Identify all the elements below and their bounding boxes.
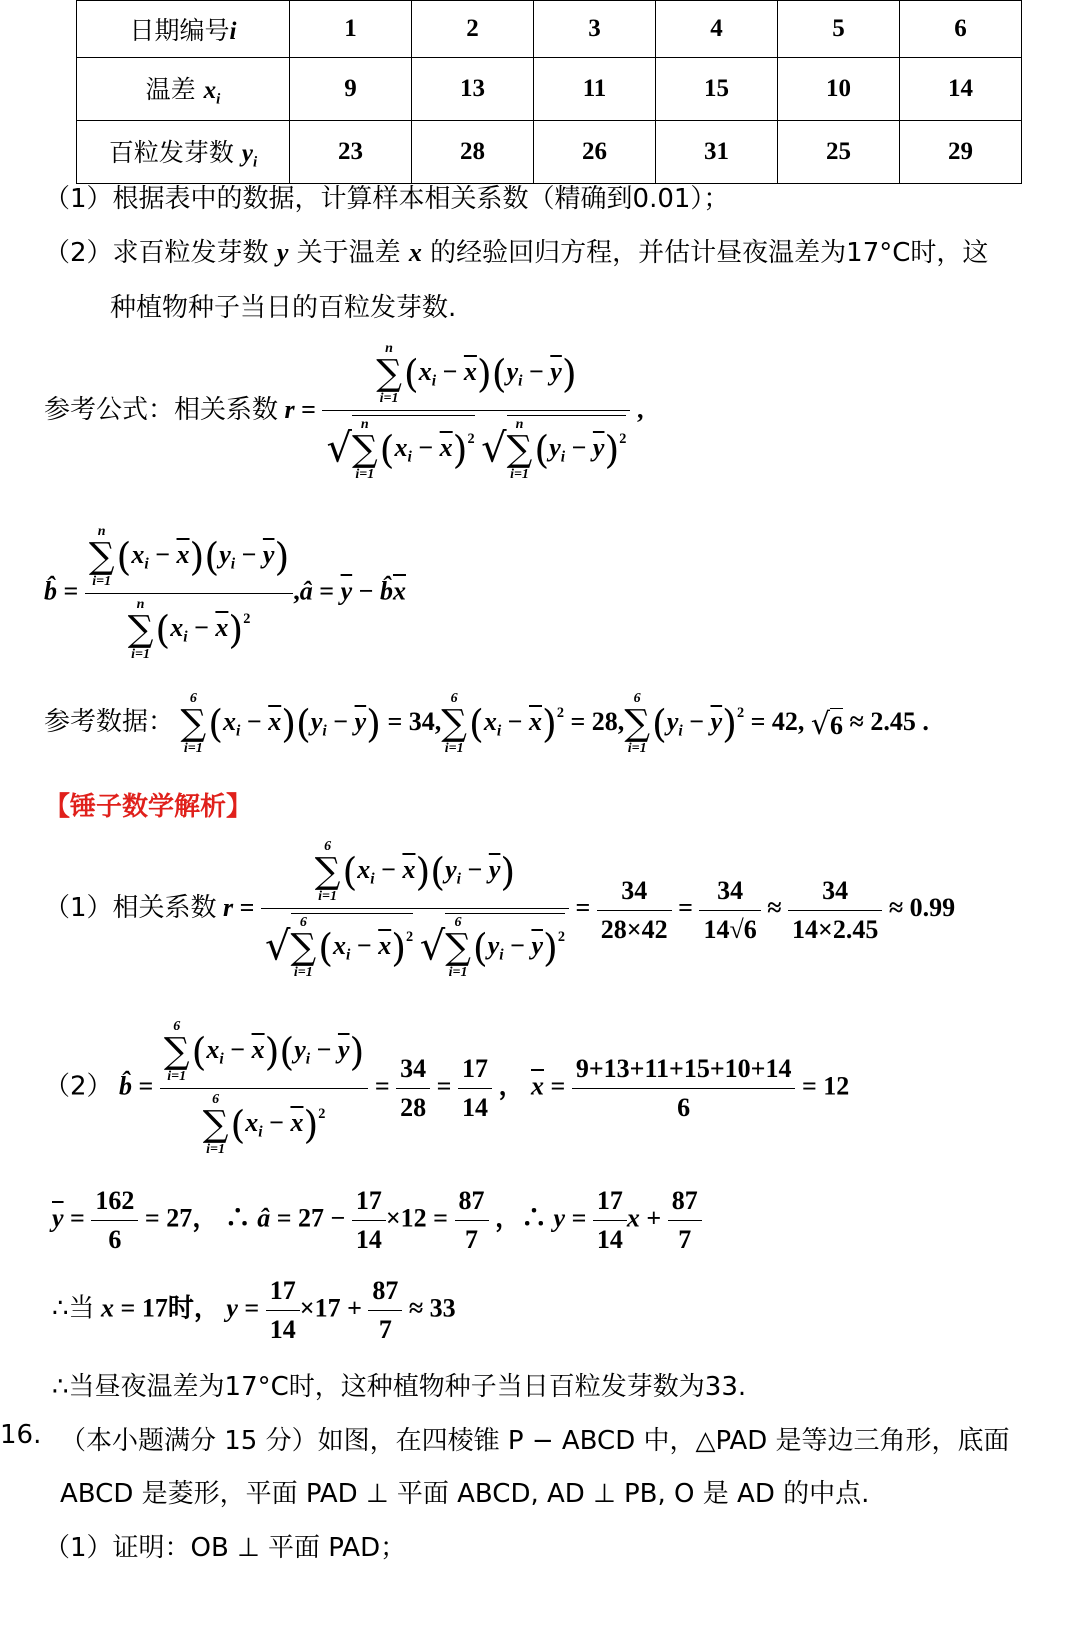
table-cell: 15 <box>656 58 778 121</box>
table-header-temp: 温差 $x_i$ <box>77 58 290 121</box>
formula-b-a: b̂ = n ∑ i=1 $(x_i - \overline{x})(y_i - \overline{y})$ n ∑ i=1 $(x_i - \overline{x})^2$ ,â = $\overline{y}$ − $b̂\overline{x}$ <box>44 524 406 662</box>
table-cell: 4 <box>656 1 778 58</box>
table-cell: 23 <box>290 121 412 184</box>
table-cell: 13 <box>412 58 534 121</box>
data-table <box>76 0 1022 184</box>
table-header-germ: 百粒发芽数 $y_i$ <box>77 121 290 184</box>
table-cell: 2 <box>412 1 534 58</box>
solution-step-4: ∴当 x = 17时， y = $\frac{17}{14}$ ×17 + $\frac{87}{7}$ ≈ 33 <box>52 1276 456 1344</box>
formula-r: 参考公式：相关系数 r = n ∑ i=1 $(x_i - \overline{x})(y_i - \overline{y})$ √ n ∑ i=1 $(x_i - \overline{x})^2$ √ n ∑ i=1 $(y_i - \overline{y})^2$ , <box>44 341 644 482</box>
solution-step-1: （1）相关系数 r = 6 ∑ i=1 $(x_i - \overline{x})(y_i - \overline{y})$ √ 6 ∑ i=1 $(x_i - \overline{x})^2$ √ 6 ∑ i=1 $(y_i - \overline{y})^2$ = $\frac{34}{28\times 42}$ = $\frac{34}{14√6}$ ≈ $\frac{34}{14\times 2.45}$ ≈ 0.99 <box>44 839 956 980</box>
solution-step-2: （2） b̂ = 6 ∑ i=1 $(x_i - \overline{x})(y_i - \overline{y})$ 6 ∑ i=1 $(x_i - \overline{x})^2$ = $\frac{34}{28}$ = $\frac{17}{14}$ ， $\overline{x}$ = $\frac{9+13+11+15+10+14}{6}$ = 12 <box>44 1019 850 1157</box>
problem-16-line2: ABCD 是菱形，平面 PAD ⊥ 平面 ABCD, AD ⊥ PB, O 是 AD 的中点. <box>60 1479 870 1509</box>
problem-number: 16. <box>0 1420 42 1450</box>
table-cell: 3 <box>534 1 656 58</box>
table-cell: 31 <box>656 121 778 184</box>
solution-header: 【锤子数学解析】 <box>44 792 253 822</box>
table-cell: 6 <box>900 1 1022 58</box>
solution-step-3: $\overline{y}$ = $\frac{162}{6}$ = 27， ∴ â = 27 − $\frac{17}{14}$ ×12 = $\frac{87}{7}$ ，∴ y = $\frac{17}{14}$ x + $\frac{87}{7}$ <box>52 1186 702 1255</box>
question-2: （2）求百粒发芽数 y 关于温差 x 的经验回归方程，并估计昼夜温差为17°C时，这 <box>44 238 989 268</box>
table-row <box>77 1 1022 58</box>
table-cell: 5 <box>778 1 900 58</box>
table-cell: 9 <box>290 58 412 121</box>
question-2-line2: 种植物种子当日的百粒发芽数. <box>110 293 457 323</box>
table-cell: 26 <box>534 121 656 184</box>
table-cell: 25 <box>778 121 900 184</box>
problem-16-line3: （1）证明：OB ⊥ 平面 PAD； <box>44 1533 407 1563</box>
table-cell: 29 <box>900 121 1022 184</box>
solution-conclusion: ∴当昼夜温差为17°C时，这种植物种子当日百粒发芽数为33. <box>52 1372 747 1402</box>
table-row <box>77 121 1022 184</box>
reference-data: 参考数据： 6 ∑ i=1 $(x_i - \overline{x})(y_i - \overline{y}) = 34$, 6 ∑ i=1 $(x_i - \overline{x})^2 = 28$, 6 ∑ i=1 $(y_i - \overline{y})^2 = 42$, √6 ≈ 2.45 . <box>44 691 929 756</box>
table-cell: 10 <box>778 58 900 121</box>
problem-16-line1: （本小题满分 15 分）如图，在四棱锥 P − ABCD 中，△PAD 是等边三角形，底面 <box>60 1426 1010 1456</box>
table-cell: 14 <box>900 58 1022 121</box>
table-row <box>77 58 1022 121</box>
table-header-date: 日期编号i <box>77 1 290 58</box>
table-cell: 28 <box>412 121 534 184</box>
table-cell: 11 <box>534 58 656 121</box>
table-cell: 1 <box>290 1 412 58</box>
question-1: （1）根据表中的数据，计算样本相关系数（精确到0.01）； <box>44 184 730 214</box>
